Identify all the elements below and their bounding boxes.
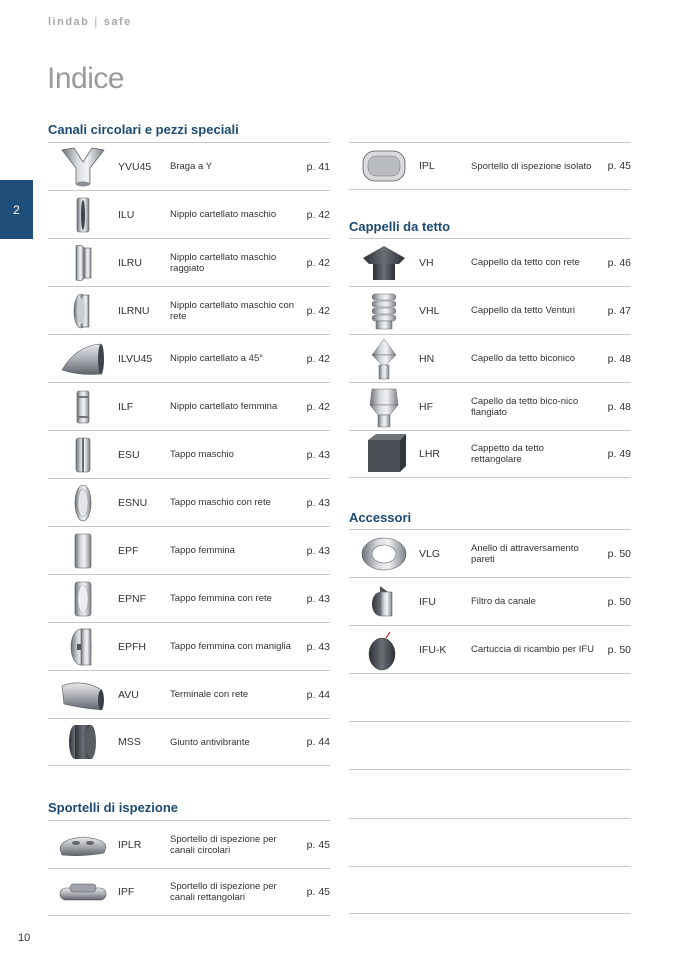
list-item[interactable] — [349, 382, 631, 430]
list-item[interactable] — [349, 430, 631, 478]
list-item[interactable] — [48, 334, 330, 382]
empty-row — [349, 866, 631, 914]
female-cap-mesh-icon — [48, 576, 118, 622]
item-description: Nipplo cartellato maschio con rete — [170, 299, 295, 322]
item-description: Capello da tetto biconico — [471, 353, 576, 364]
item-page[interactable]: p. 50 — [607, 595, 631, 608]
item-description: Tappo femmina — [170, 545, 235, 556]
list-item[interactable] — [349, 577, 631, 625]
list-item[interactable] — [48, 622, 330, 670]
list-item[interactable] — [48, 430, 330, 478]
nipple-mesh-icon — [48, 288, 118, 334]
list-item[interactable] — [349, 142, 631, 190]
item-page[interactable]: p. 42 — [306, 256, 330, 269]
item-code: VH — [419, 256, 434, 269]
item-code: ESNU — [118, 496, 148, 509]
list-item[interactable] — [48, 190, 330, 238]
item-code: IFU-K — [419, 643, 447, 656]
item-description: Anello di attraversamento pareti — [471, 542, 579, 565]
item-description: Cappetto da tetto rettangolare — [471, 443, 544, 465]
female-cap-handle-icon — [48, 624, 118, 670]
empty-row — [349, 673, 631, 721]
item-page[interactable]: p. 50 — [607, 547, 631, 560]
item-page[interactable]: p. 43 — [306, 448, 330, 461]
insulated-hatch-icon — [349, 143, 419, 189]
item-description: Nipplo cartellato maschio — [170, 209, 277, 220]
roof-hood-icon — [349, 240, 419, 286]
item-description: Nipplo cartellato femmina — [170, 401, 278, 412]
item-page[interactable]: p. 44 — [306, 736, 330, 748]
duct-filter-icon — [349, 579, 419, 625]
item-code: ILU — [118, 208, 135, 221]
item-page[interactable]: p. 43 — [306, 544, 330, 557]
item-description: Braga a Y — [170, 161, 213, 172]
item-code: EPFH — [118, 640, 147, 653]
item-page[interactable]: p. 42 — [306, 400, 330, 413]
item-description: Tappo maschio con rete — [170, 497, 271, 508]
list-item[interactable] — [349, 334, 631, 382]
item-description: Giunto antivibrante — [170, 736, 250, 748]
rect-hood-icon — [349, 431, 419, 477]
item-code: EPNF — [118, 592, 147, 605]
empty-row — [349, 721, 631, 769]
flex-joint-icon — [48, 719, 118, 765]
brand-header — [48, 16, 132, 28]
list-item[interactable] — [349, 286, 631, 334]
item-code: EPF — [118, 544, 139, 557]
page-number: 10 — [18, 932, 31, 944]
empty-row — [349, 769, 631, 817]
item-code: HF — [419, 400, 433, 413]
chapter-tab[interactable]: 2 — [0, 180, 33, 239]
page-title: Indice — [47, 62, 125, 95]
item-description: Cappello da tetto Venturi — [471, 305, 576, 316]
list-item[interactable] — [48, 670, 330, 718]
item-code: IPL — [419, 160, 435, 172]
list-item[interactable] — [48, 574, 330, 622]
angled-nipple-icon — [48, 336, 118, 382]
item-page[interactable]: p. 45 — [306, 886, 330, 898]
item-page[interactable]: p. 46 — [607, 256, 631, 269]
item-page[interactable]: p. 42 — [306, 304, 330, 317]
female-cap-icon — [48, 528, 118, 574]
item-code: VHL — [419, 304, 440, 317]
item-description: Terminale con rete — [170, 689, 249, 700]
item-description: Filtro da canale — [471, 596, 536, 607]
item-page[interactable]: p. 44 — [306, 688, 330, 701]
item-description: Cartuccia di ricambio per IFU — [471, 644, 595, 655]
item-page[interactable]: p. 43 — [306, 592, 330, 605]
item-description: Tappo femmina con rete — [170, 593, 272, 604]
list-item[interactable] — [349, 529, 631, 577]
item-description: Nipplo cartellato maschio raggiato — [170, 251, 277, 274]
brand-separator: | — [94, 16, 99, 28]
item-page[interactable]: p. 45 — [306, 838, 330, 851]
list-item[interactable] — [349, 238, 631, 286]
item-code: IPF — [118, 886, 135, 898]
item-page[interactable]: p. 48 — [607, 352, 631, 365]
list-item[interactable] — [48, 478, 330, 526]
item-page[interactable]: p. 47 — [607, 304, 631, 317]
female-nipple-icon — [48, 384, 118, 430]
item-code: YVU45 — [118, 160, 152, 173]
list-item[interactable] — [48, 820, 330, 868]
item-page[interactable]: p. 43 — [306, 496, 330, 509]
item-code: AVU — [118, 688, 139, 701]
item-description: Capello da tetto bico-nico flangiato — [471, 395, 579, 418]
brand-product: safe — [103, 16, 132, 28]
item-page[interactable]: p. 41 — [306, 160, 330, 173]
section-title-cappelli: Cappelli da tetto — [349, 219, 451, 234]
item-page[interactable]: p. 45 — [607, 160, 631, 172]
item-code: LHR — [419, 448, 441, 460]
item-description: Nipplo cartellato a 45° — [170, 353, 264, 364]
nipple-icon — [48, 192, 118, 238]
item-page[interactable]: p. 48 — [607, 400, 631, 413]
empty-row — [349, 818, 631, 866]
item-code: ILVU45 — [118, 352, 153, 365]
wall-ring-icon — [349, 531, 419, 577]
item-code: MSS — [118, 736, 141, 748]
list-item[interactable] — [48, 868, 330, 916]
list-item[interactable] — [48, 382, 330, 430]
item-page[interactable]: p. 42 — [306, 208, 330, 221]
item-description: Sportello di ispezione isolato — [471, 160, 592, 172]
venturi-hood-icon — [349, 288, 419, 334]
item-code: HN — [419, 352, 435, 365]
biconic-hood-icon — [349, 336, 419, 382]
item-code: VLG — [419, 547, 441, 560]
list-item[interactable] — [48, 238, 330, 286]
flanged-hood-icon — [349, 384, 419, 430]
terminal-icon — [48, 672, 118, 718]
item-page[interactable]: p. 49 — [607, 448, 631, 460]
item-code: IFU — [419, 595, 436, 608]
brand-name: lindab — [48, 16, 90, 28]
nipple-radius-icon — [48, 240, 118, 286]
y-branch-icon — [48, 144, 118, 190]
section-title-canali: Canali circolari e pezzi speciali — [48, 122, 239, 137]
list-item[interactable] — [48, 286, 330, 334]
item-description: Sportello di ispezione per canali circolari — [170, 833, 277, 856]
round-hatch-icon — [48, 822, 118, 868]
list-item[interactable] — [48, 718, 330, 766]
list-item[interactable] — [48, 526, 330, 574]
item-code: ILRU — [118, 256, 142, 269]
item-page[interactable]: p. 43 — [306, 640, 330, 653]
item-description: Sportello di ispezione per canali rettangolari — [170, 881, 277, 903]
male-cap-mesh-icon — [48, 480, 118, 526]
section-title-sportelli: Sportelli di ispezione — [48, 800, 179, 815]
item-page[interactable]: p. 50 — [607, 643, 631, 656]
item-page[interactable]: p. 42 — [306, 352, 330, 365]
item-description: Cappello da tetto con rete — [471, 257, 580, 268]
item-description: Tappo maschio — [170, 449, 234, 460]
list-item[interactable] — [48, 142, 330, 190]
item-code: ESU — [118, 448, 140, 461]
item-code: ILRNU — [118, 304, 150, 317]
rect-hatch-icon — [48, 869, 118, 915]
section-title-accessori: Accessori — [349, 510, 412, 525]
cartridge-icon — [349, 627, 419, 673]
male-cap-icon — [48, 432, 118, 478]
item-description: Tappo femmina con maniglia — [170, 641, 291, 652]
item-code: IPLR — [118, 838, 142, 851]
list-item[interactable] — [349, 625, 631, 673]
item-code: ILF — [118, 400, 134, 413]
